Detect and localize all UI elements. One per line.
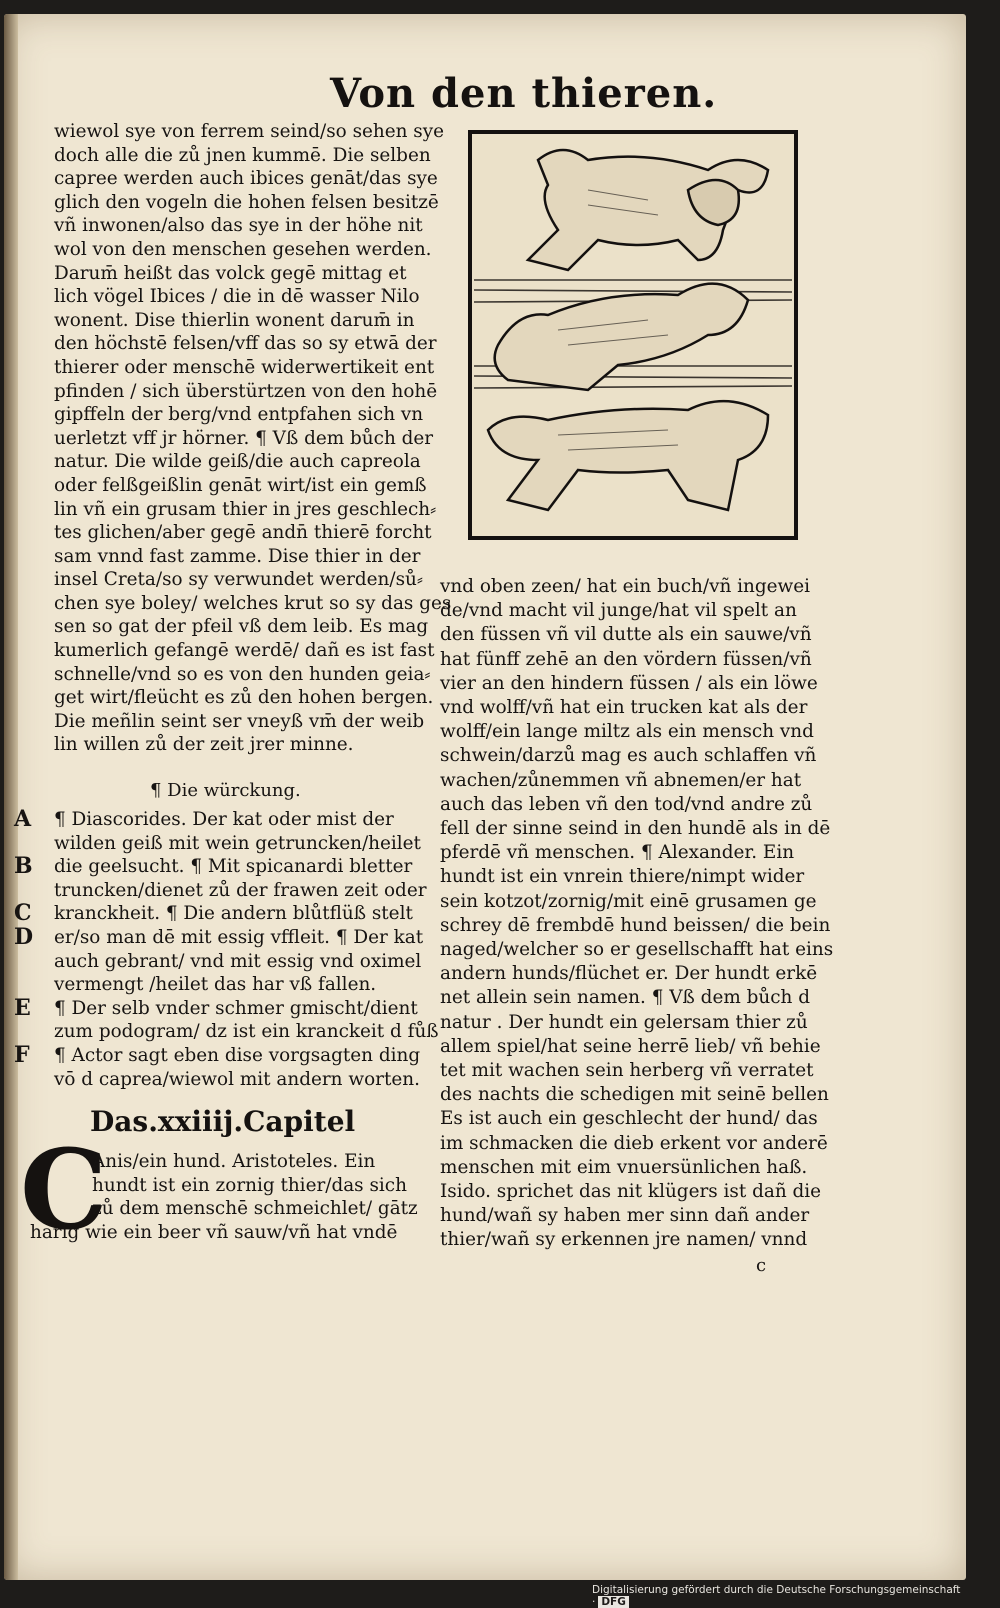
chapter-line: harig wie ein beer vñ sauw/vñ hat vndē [30, 1221, 398, 1243]
effect-row [14, 832, 439, 856]
text-line: vñ inwonen/also das sye in der höhe nit [54, 215, 423, 237]
effect-row [14, 855, 439, 879]
text-line: wachen/zůnemmen vñ abnemen/er hat [440, 769, 802, 791]
text-line: hund/wañ sy haben mer sinn dañ ander [440, 1205, 810, 1227]
text-line: get wirt/fleücht es zů den hohen bergen. [54, 687, 434, 709]
margin-marker [14, 832, 40, 856]
margin-marker: E [14, 994, 31, 1021]
text-line: vier an den hindern füssen / als ein löwe [440, 672, 818, 694]
text-line: schrey dē frembdē hund beissen/ die bein [440, 914, 831, 936]
page-spine [4, 14, 18, 1580]
margin-marker [14, 973, 40, 997]
text-line: chen sye boley/ welches krut so sy das ges [54, 592, 452, 614]
text-line: Es ist auch ein geschlecht der hund/ das [440, 1108, 818, 1130]
text-line: andern hunds/flüchet er. Der hundt erkē [440, 963, 818, 985]
effect-row [14, 923, 439, 950]
text-line: allem spiel/hat seine herrē lieb/ vñ behie [440, 1035, 821, 1057]
effect-row [14, 1020, 439, 1044]
text-line: thier/wañ sy erkennen jre namen/ vnnd [440, 1229, 808, 1251]
dfg-logo: DFG [598, 1596, 629, 1608]
text-line: pfinden / sich überstürtzen von den hohē [54, 380, 438, 402]
effect-text: wilden geiß mit wein getruncken/heilet [54, 832, 421, 854]
margin-marker: D [14, 923, 34, 950]
effects-heading: ¶ Die würckung. [150, 780, 301, 801]
text-line: im schmacken die dieb erkent vor anderē [440, 1132, 828, 1154]
effect-text: vermengt /heilet das har vß fallen. [54, 974, 377, 996]
chapter-opening [30, 1150, 418, 1244]
effect-text: truncken/dienet zů der frawen zeit oder [54, 879, 427, 901]
chapter-line: hundt ist ein zornig thier/das sich [92, 1174, 407, 1196]
chapter-title: Das.xxiiij.Capitel [90, 1105, 356, 1138]
text-line: menschen mit eim vnuersünlichen haß. [440, 1156, 808, 1178]
effects-list [14, 808, 439, 1091]
text-line: lin vñ ein grusam thier in jres geschlech⸗ [54, 498, 437, 520]
text-line: sen so gat der pfeil vß dem leib. Es mag [54, 616, 429, 638]
text-line: sam vnnd fast zamme. Dise thier in der [54, 545, 421, 567]
text-line: naged/welcher so er gesellschafft hat eins [440, 939, 834, 961]
text-line: oder felßgeißlin genāt wirt/ist ein gemß [54, 474, 427, 496]
margin-marker [14, 879, 40, 903]
text-line: des nachts die schedigen mit seinē bellen [440, 1084, 829, 1106]
left-column [54, 120, 451, 757]
text-line: vnd wolff/vñ hat ein trucken kat als der [440, 697, 808, 719]
text-line: pferdē vñ menschen. ¶ Alexander. Ein [440, 842, 795, 864]
margin-marker: A [14, 806, 32, 832]
text-line: insel Creta/so sy verwundet werden/sů⸗ [54, 569, 424, 591]
chapter-line: zů dem menschē schmeichlet/ gātz [92, 1198, 418, 1220]
margin-marker: B [14, 853, 33, 880]
text-line: natur . Der hundt ein gelersam thier zů [440, 1011, 808, 1033]
footer-text: Digitalisierung gefördert durch die Deutsche Forschungsgemeinschaft · [592, 1584, 961, 1608]
margin-marker [14, 1068, 40, 1092]
effect-row [14, 950, 439, 974]
text-line: wiewol sye von ferrem seind/so sehen sye [54, 121, 445, 142]
text-line: thierer oder menschē widerwertikeit ent [54, 356, 435, 378]
text-line: tes glichen/aber gegē andn̄ thierē forcht [54, 522, 432, 544]
text-line: wolff/ein lange miltz als ein mensch vnd [440, 721, 814, 743]
margin-marker [14, 1020, 40, 1044]
text-line: capree werden auch ibices genāt/das sye [54, 168, 438, 190]
effect-text: ¶ Actor sagt eben dise vorgsagten ding [54, 1044, 421, 1066]
text-line: glich den vogeln die hohen felsen besitzē [54, 191, 439, 213]
chapter-line: Anis/ein hund. Aristoteles. Ein [92, 1151, 376, 1172]
margin-marker: F [14, 1041, 30, 1068]
text-line: uerletzt vff jr hörner. ¶ Vß dem bůch der [54, 427, 434, 449]
effect-row [14, 1041, 439, 1068]
page-header: Von den thieren. [330, 70, 718, 117]
text-line: sein kotzot/zornig/mit einē grusamen ge [440, 890, 817, 912]
text-line: schwein/darzů mag es auch schlaffen vñ [440, 745, 817, 767]
right-column [440, 575, 833, 1253]
text-line: fell der sinne seind in den hundē als in dē [440, 818, 831, 840]
effect-text: kranckheit. ¶ Die andern blůtflüß stelt [54, 903, 413, 925]
effect-text: vō d caprea/wiewol mit andern worten. [54, 1068, 420, 1090]
text-line: kumerlich gefangē werdē/ dañ es ist fast [54, 640, 435, 662]
text-line: auch das leben vñ den tod/vnd andre zů [440, 793, 813, 815]
effect-text: ¶ Der selb vnder schmer gmischt/dient [54, 997, 418, 1019]
signature-mark: c [756, 1255, 767, 1276]
text-line: vnd oben zeen/ hat ein buch/vñ ingewei [440, 576, 811, 597]
text-line: Die meñlin seint ser vneyß vm̄ der weib [54, 710, 425, 732]
effect-row [14, 1068, 439, 1092]
text-line: natur. Die wilde geiß/die auch capreola [54, 451, 421, 473]
text-line: den höchstē felsen/vff das so sy etwā der [54, 333, 437, 355]
text-line: hat fünff zehē an den vördern füssen/vñ [440, 648, 812, 670]
effect-row [14, 902, 439, 926]
effect-row [14, 973, 439, 997]
text-line: de/vnd macht vil junge/hat vil spelt an [440, 600, 797, 622]
effect-text: die geelsucht. ¶ Mit spicanardi bletter [54, 856, 413, 878]
margin-marker: C [14, 900, 32, 927]
text-line: hundt ist ein vnrein thiere/nimpt wider [440, 866, 805, 888]
text-line: tet mit wachen sein herberg vñ verratet [440, 1060, 814, 1082]
margin-marker [14, 950, 40, 974]
effect-text: er/so man dē mit essig vffleit. ¶ Der kat [54, 926, 424, 948]
footer-credit [592, 1584, 1000, 1608]
text-line: schnelle/vnd so es von den hunden geia⸗ [54, 663, 431, 685]
effect-row [14, 994, 439, 1021]
effect-text: ¶ Diascorides. Der kat oder mist der [54, 809, 394, 830]
text-line: wol von den menschen gesehen werden. [54, 238, 432, 260]
text-line: Darum̄ heißt das volck gegē mittag et [54, 262, 407, 284]
text-line: lich vögel Ibices / die in dē wasser Nilo [54, 286, 420, 308]
effect-row [14, 808, 439, 832]
text-line: Isido. sprichet das nit klügers ist dañ die [440, 1181, 822, 1203]
text-line: wonent. Dise thierlin wonent darum̄ in [54, 309, 415, 331]
text-line: gipffeln der berg/vnd entpfahen sich vn [54, 404, 424, 426]
chapter-dropcap: C [20, 1125, 108, 1254]
text-line: lin willen zů der zeit jrer minne. [54, 734, 354, 756]
effect-row [14, 879, 439, 903]
text-line: den füssen vñ vil dutte als ein sauwe/vñ [440, 624, 812, 646]
text-line: net allein sein namen. ¶ Vß dem bůch d [440, 987, 810, 1009]
effect-text: auch gebrant/ vnd mit essig vnd oximel [54, 950, 422, 972]
woodcut-dogs-illustration [468, 130, 798, 540]
effect-text: zum podogram/ dz ist ein kranckeit d fůß [54, 1021, 439, 1043]
text-line: doch alle die zů jnen kummē. Die selben [54, 144, 431, 166]
